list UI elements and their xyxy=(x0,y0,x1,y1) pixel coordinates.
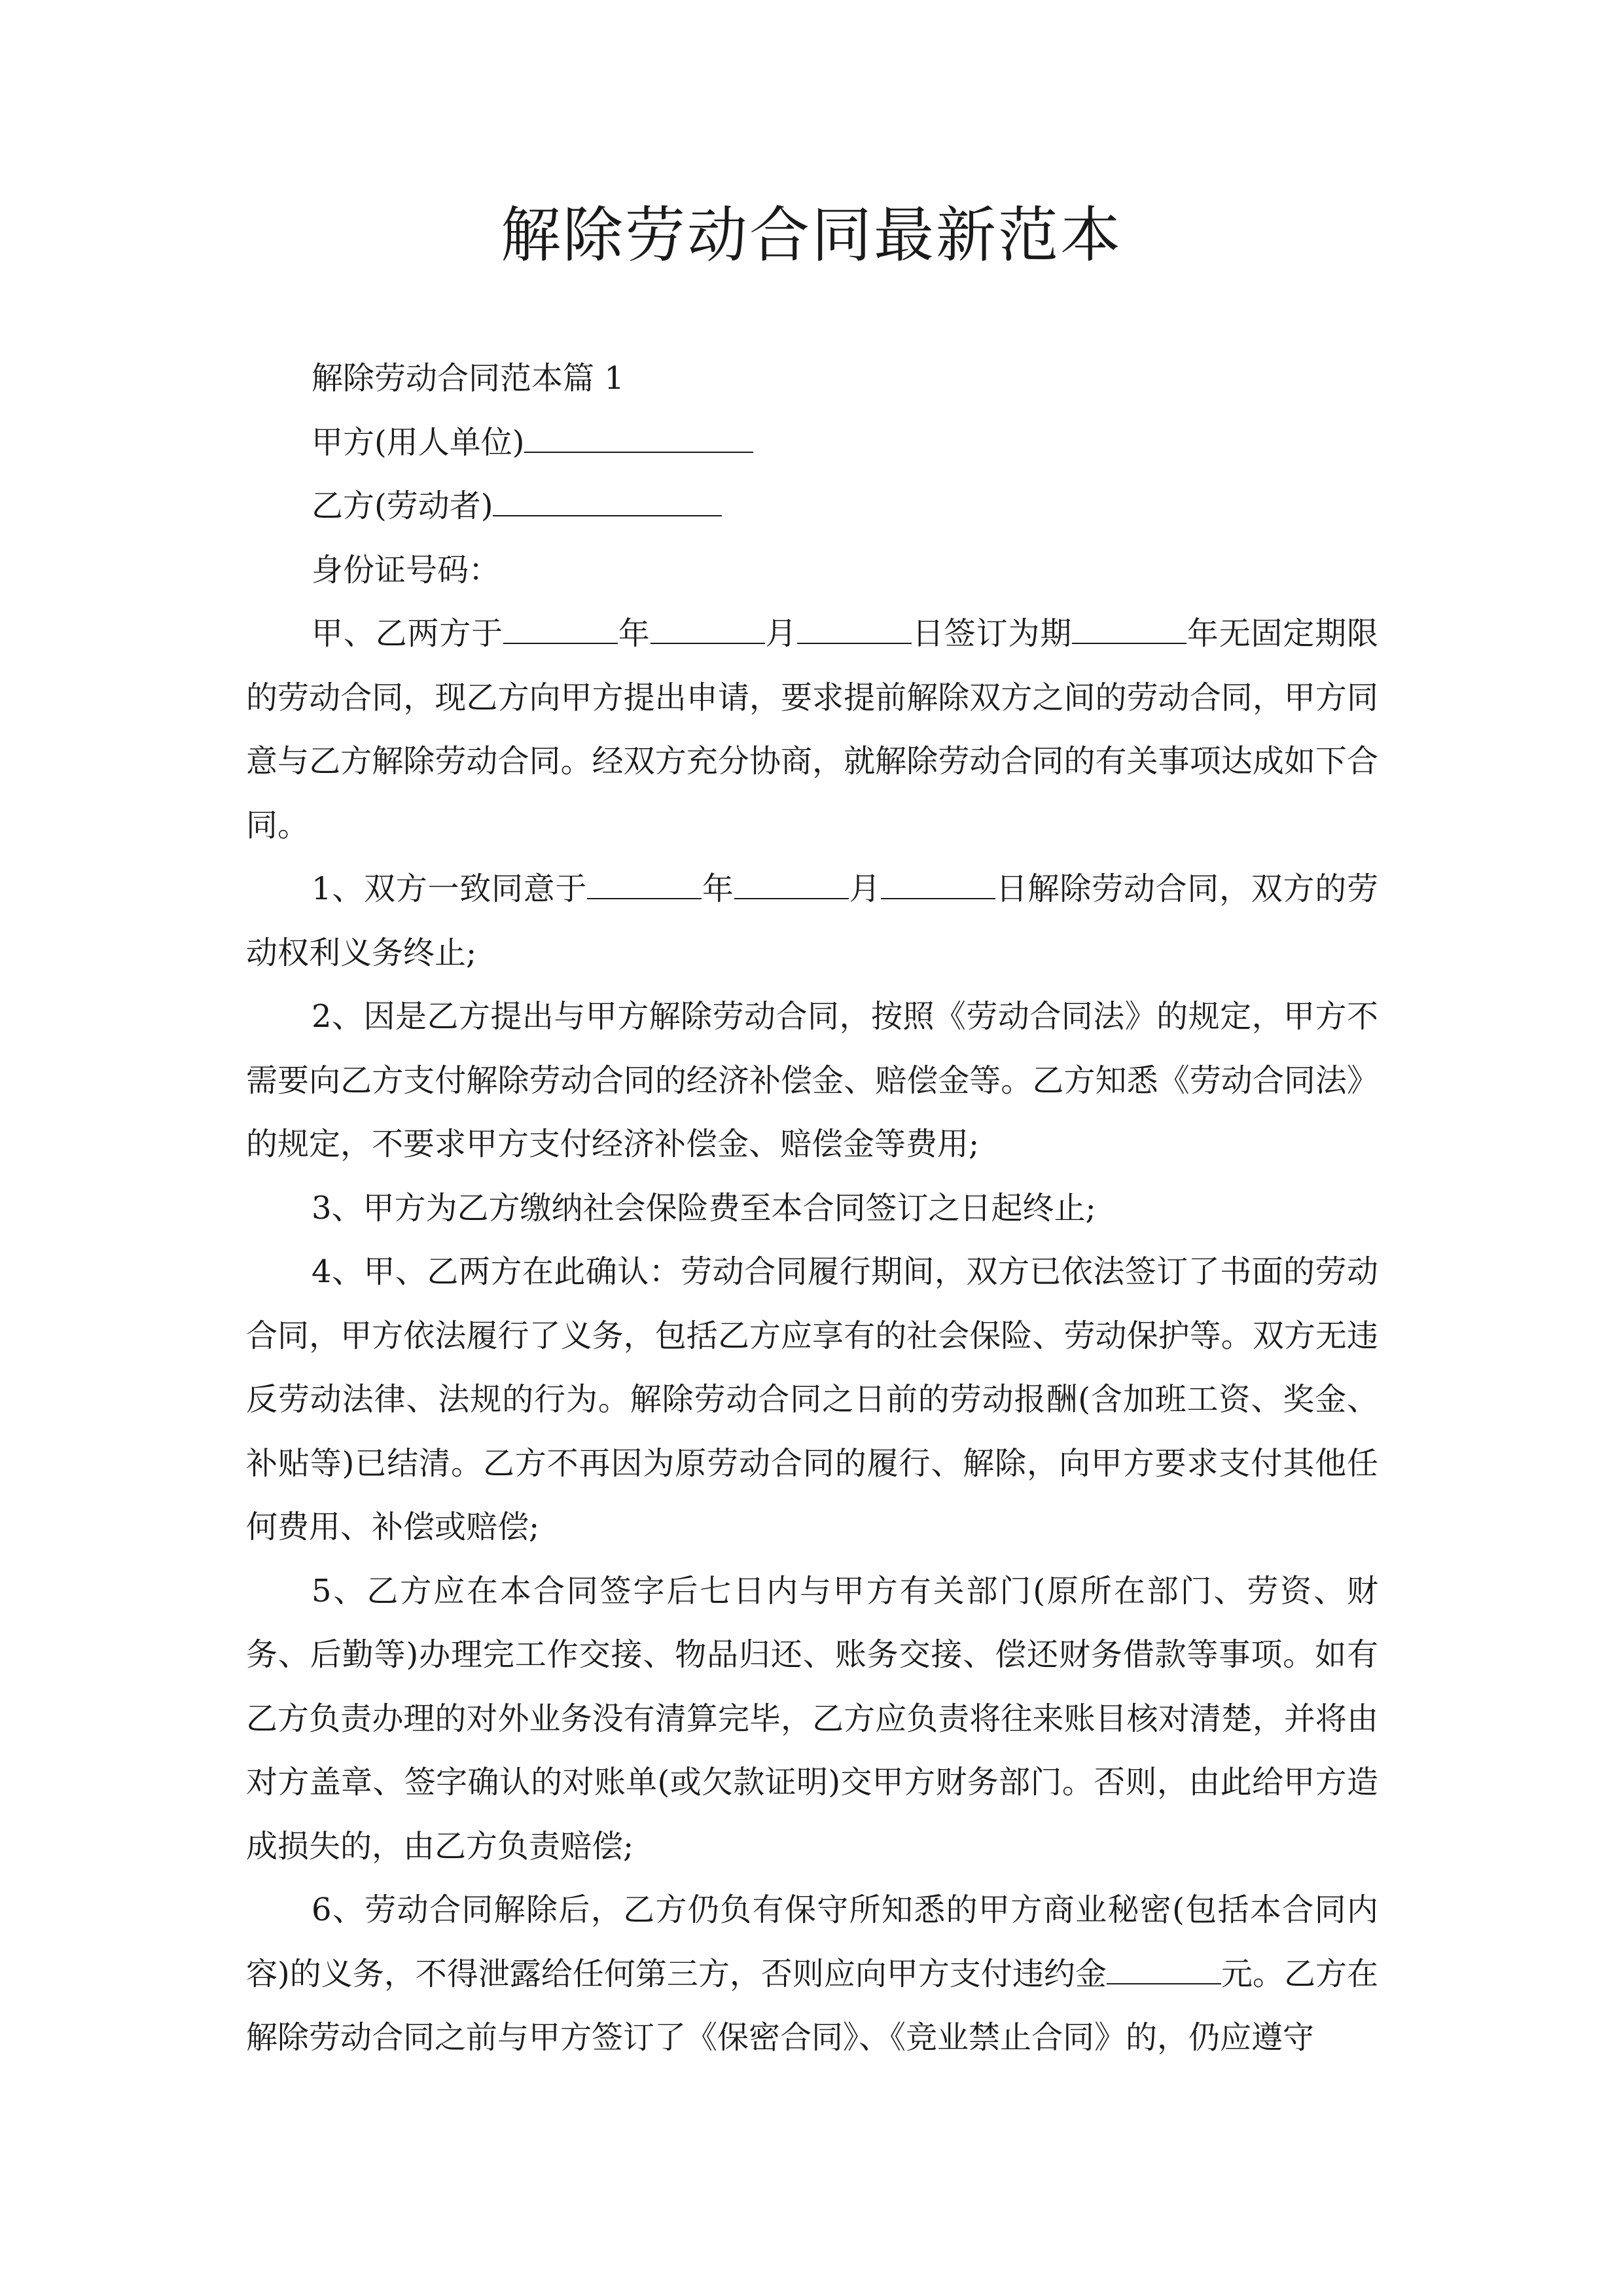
blank-month xyxy=(734,859,849,899)
clause-4: 4、甲、乙两方在此确认：劳动合同履行期间，双方已依法签订了书面的劳动合同，甲方依法履行了义务，包括乙方应享有的社会保险、劳动保护等。双方无违反劳动法律、法规的行为。解除劳动合同之日前的劳动报酬(含加班工资、奖金、补贴等)已结清。乙方不再因为原劳动合同的履行、解除，向甲方要求支付其他任何费用、补偿或赔偿; xyxy=(246,1253,1378,1545)
blank-year xyxy=(587,859,702,899)
document-body xyxy=(246,347,1378,2070)
party-b-label: 乙方(劳动者) xyxy=(312,488,493,524)
clause-2: 2、因是乙方提出与甲方解除劳动合同，按照《劳动合同法》的规定，甲方不需要向乙方支付解除劳动合同的经济补偿金、赔偿金等。乙方知悉《劳动合同法》的规定，不要求甲方支付经济补偿金、赔偿金等费用; xyxy=(246,998,1378,1162)
clause-6: 6、劳动合同解除后，乙方仍负有保守所知悉的甲方商业秘密(包括本合同内容)的义务，不得泄露给任何第三方，否则应向甲方支付违约金 元。乙方在解除劳动合同之前与甲方签订了《保密合同》、《竞业禁止合同》的，仍应遵守 xyxy=(246,1892,1378,2056)
party-a-line xyxy=(246,411,1378,475)
clause-3: 3、甲方为乙方缴纳社会保险费至本合同签订之日起终止; xyxy=(312,1189,1096,1227)
clause-5: 5、乙方应在本合同签字后七日内与甲方有关部门(原所在部门、劳资、财务、后勤等)办理完工作交接、物品归还、账务交接、偿还财务借款等事项。如有乙方负责办理的对外业务没有清算完毕，乙方应负责将往来账目核对清楚，并将由对方盖章、签字确认的对账单(或欠款证明)交甲方财务部门。否则，由此给甲方造成损失的，由乙方负责赔偿; xyxy=(246,1572,1378,1865)
section-heading: 解除劳动合同范本篇 1 xyxy=(312,360,624,397)
party-a-blank xyxy=(524,412,753,453)
party-b-line xyxy=(246,475,1378,539)
blank-day xyxy=(881,859,995,899)
blank-term xyxy=(1072,603,1186,644)
clause-1: 1、双方一致同意于 年 月 日解除劳动合同，双方的劳动权利义务终止; xyxy=(246,857,1378,985)
intro-paragraph: 甲、乙两方于 年 月 日签订为期 年无固定期限的劳动合同，现乙方向甲方提出申请，要求提前解除双方之间的劳动合同，甲方同意与乙方解除劳动合同。经双方充分协商，就解除劳动合同的有关事项达成如下合同。 xyxy=(246,602,1378,857)
party-b-blank xyxy=(493,476,722,516)
document-title: 解除劳动合同最新范本 xyxy=(500,200,1122,270)
id-number-line: 身份证号码： xyxy=(312,551,501,588)
blank-year xyxy=(503,603,618,644)
blank-day xyxy=(797,603,912,644)
party-a-label: 甲方(用人单位) xyxy=(312,423,525,461)
blank-penalty-amount xyxy=(1107,1944,1221,1984)
blank-month xyxy=(651,603,765,644)
